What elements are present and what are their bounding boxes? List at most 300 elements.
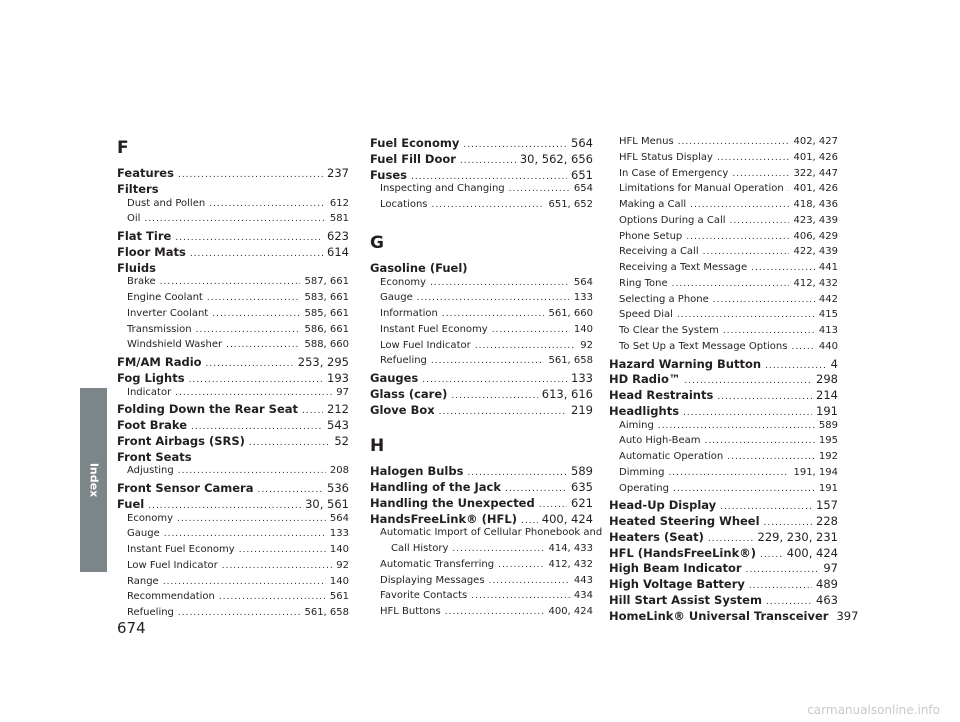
index-entry xyxy=(370,512,593,527)
entry-term: Brake xyxy=(127,276,156,288)
index-entry xyxy=(117,166,349,181)
dot-leader xyxy=(509,184,570,194)
entry-term: Information xyxy=(380,308,438,319)
entry-page-ref[interactable]: 443 xyxy=(573,574,593,586)
entry-page-ref[interactable]: 140 xyxy=(573,323,593,335)
entry-term: Gauge xyxy=(127,528,160,540)
index-subentry xyxy=(619,152,838,167)
entry-page-ref[interactable]: 651, 652 xyxy=(548,199,593,210)
index-subentry xyxy=(380,324,593,339)
dot-leader xyxy=(673,484,815,494)
dot-leader xyxy=(452,544,544,554)
entry-page-ref[interactable]: 621 xyxy=(571,495,593,510)
index-subentry xyxy=(127,276,349,291)
dot-leader xyxy=(411,172,567,182)
entry-page-ref[interactable]: 401, 426 xyxy=(793,183,838,195)
entry-page-ref[interactable]: 561, 658 xyxy=(304,607,349,618)
entry-term: Handling of the Jack xyxy=(370,480,502,494)
dot-leader xyxy=(723,326,815,336)
dot-leader xyxy=(730,216,790,226)
dot-leader xyxy=(189,375,323,385)
index-subentry xyxy=(619,199,838,214)
entry-page-ref[interactable]: 651 xyxy=(571,167,593,182)
index-subentry xyxy=(619,483,838,498)
entry-page-ref[interactable]: 561, 658 xyxy=(548,355,593,367)
dot-leader xyxy=(144,214,325,224)
index-entry xyxy=(117,450,349,465)
entry-term: HD Radio™ xyxy=(609,372,681,387)
entry-term: Low Fuel Indicator xyxy=(127,559,218,571)
entry-page-ref[interactable]: 401, 426 xyxy=(793,151,838,163)
entry-term: Folding Down the Rear Seat xyxy=(117,402,299,417)
index-subentry xyxy=(127,528,349,543)
entry-page-ref[interactable]: 140 xyxy=(329,575,349,587)
index-subentry xyxy=(619,246,838,261)
entry-page-ref[interactable]: 589 xyxy=(571,464,593,479)
index-subentry xyxy=(380,277,593,292)
index-subentry xyxy=(619,168,838,183)
entry-page-ref[interactable]: 412, 432 xyxy=(548,558,593,570)
dot-leader xyxy=(746,565,820,575)
dot-leader xyxy=(160,277,301,287)
index-entry xyxy=(609,546,838,561)
index-entry xyxy=(609,372,838,387)
entry-page-ref[interactable]: 536 xyxy=(327,481,349,495)
dot-leader xyxy=(683,408,812,418)
index-subentry xyxy=(127,324,349,339)
entry-page-ref[interactable]: 412, 432 xyxy=(793,277,838,289)
entry-page-ref[interactable]: 564 xyxy=(329,512,349,524)
index-subentry xyxy=(127,213,349,228)
section-letter: G xyxy=(370,232,384,253)
entry-term: Making a Call xyxy=(619,199,687,210)
entry-term: Recommendation xyxy=(127,591,215,603)
entry-term: Gauges xyxy=(370,371,419,385)
dot-leader xyxy=(460,156,516,166)
entry-term: Favorite Contacts xyxy=(380,590,468,602)
index-subentry xyxy=(619,215,838,230)
entry-term: Phone Setup xyxy=(619,230,683,242)
dot-leader xyxy=(732,169,789,179)
entry-page-ref[interactable]: 208 xyxy=(329,465,349,477)
index-entry xyxy=(117,355,349,370)
entry-page-ref[interactable]: 400, 424 xyxy=(786,545,838,560)
dot-leader xyxy=(658,421,815,431)
dot-leader xyxy=(178,170,323,180)
index-entry xyxy=(370,387,593,402)
entry-term: Head-Up Display xyxy=(609,498,717,513)
index-subentry xyxy=(127,465,349,480)
entry-page-ref[interactable]: 413 xyxy=(818,325,838,336)
dot-leader xyxy=(191,422,323,432)
entry-page-ref[interactable]: 191 xyxy=(816,403,838,418)
entry-term: Automatic Import of Cellular Phonebook and xyxy=(380,527,603,539)
entry-term: HomeLink® Universal Transceiver xyxy=(609,608,829,623)
entry-page-ref[interactable]: 97 xyxy=(336,386,349,398)
entry-page-ref[interactable]: 561, 660 xyxy=(548,308,593,319)
entry-term: Auto High-Beam xyxy=(619,435,701,447)
dot-leader xyxy=(163,577,326,587)
index-entry xyxy=(117,261,349,276)
entry-page-ref[interactable]: 140 xyxy=(329,544,349,555)
entry-page-ref[interactable]: 581 xyxy=(329,213,349,225)
entry-term: Features xyxy=(117,166,174,180)
index-entry xyxy=(117,497,349,512)
entry-page-ref[interactable]: 415 xyxy=(818,309,838,321)
dot-leader xyxy=(451,391,537,401)
entry-page-ref[interactable]: 561 xyxy=(329,591,349,603)
index-subentry xyxy=(619,231,838,246)
entry-page-ref[interactable]: 157 xyxy=(816,498,838,513)
dot-leader xyxy=(713,295,815,305)
index-entry xyxy=(117,402,349,417)
entry-term: Flat Tire xyxy=(117,229,172,243)
entry-term: Front Seats xyxy=(117,449,192,464)
index-subentry xyxy=(380,292,593,307)
entry-page-ref[interactable]: 489 xyxy=(816,577,838,591)
entry-page-ref[interactable]: 219 xyxy=(571,402,593,417)
dot-leader xyxy=(708,534,754,544)
dot-leader xyxy=(302,406,323,416)
index-entry xyxy=(609,404,838,419)
entry-page-ref[interactable]: 253, 295 xyxy=(297,355,349,369)
index-subentry xyxy=(619,262,838,277)
entry-page-ref[interactable]: 30, 562, 656 xyxy=(519,151,593,166)
entry-page-ref[interactable]: 52 xyxy=(334,433,349,448)
entry-page-ref[interactable]: 589 xyxy=(818,419,838,431)
index-entry xyxy=(117,481,349,496)
entry-term: Instant Fuel Economy xyxy=(127,544,235,555)
index-entry xyxy=(370,261,593,276)
index-entry xyxy=(117,182,349,197)
entry-term: Inspecting and Changing xyxy=(380,183,505,195)
dot-leader xyxy=(439,407,567,417)
index-entry xyxy=(609,561,838,576)
dot-leader xyxy=(463,140,567,150)
entry-page-ref[interactable]: 564 xyxy=(571,136,593,150)
index-subentry xyxy=(127,607,349,622)
dot-leader xyxy=(212,309,300,319)
entry-term: Handling the Unexpected xyxy=(370,495,535,510)
index-entry xyxy=(370,496,593,511)
entry-term: Refueling xyxy=(380,355,427,367)
dot-leader xyxy=(148,501,301,511)
entry-page-ref[interactable]: 543 xyxy=(327,418,349,432)
dot-leader xyxy=(668,468,789,478)
dot-leader xyxy=(521,516,538,526)
entry-term: Low Fuel Indicator xyxy=(380,339,471,351)
dot-leader xyxy=(705,436,815,446)
entry-page-ref[interactable]: 440 xyxy=(818,340,838,352)
entry-term: Economy xyxy=(127,512,174,524)
entry-term: Heaters (Seat) xyxy=(609,529,704,544)
dot-leader xyxy=(190,249,323,259)
dot-leader xyxy=(727,452,815,462)
index-subentry xyxy=(380,527,603,542)
index-subentry xyxy=(619,136,838,151)
dot-leader xyxy=(178,466,326,476)
index-subentry xyxy=(127,591,349,606)
dot-leader xyxy=(539,500,567,510)
entry-term: Dust and Pollen xyxy=(127,197,206,209)
dot-leader xyxy=(686,232,789,242)
dot-leader xyxy=(684,376,812,386)
entry-page-ref[interactable]: 214 xyxy=(816,388,838,402)
dot-leader xyxy=(164,529,326,539)
index-subentry xyxy=(127,576,349,591)
dot-leader xyxy=(690,200,789,210)
entry-page-ref[interactable]: 402, 427 xyxy=(793,136,838,147)
entry-page-ref[interactable]: 614 xyxy=(327,244,349,259)
index-entry xyxy=(117,229,349,244)
index-subentry xyxy=(619,183,838,198)
entry-page-ref[interactable]: 585, 661 xyxy=(304,307,349,319)
dot-leader xyxy=(751,263,815,273)
dot-leader xyxy=(249,438,330,448)
entry-term: HandsFreeLink® (HFL) xyxy=(370,511,517,526)
dot-leader xyxy=(791,342,814,352)
entry-term: Gauge xyxy=(380,292,413,304)
index-subentry xyxy=(619,435,838,450)
entry-term: Locations xyxy=(380,199,428,210)
entry-term: HFL Menus xyxy=(619,136,674,147)
dot-leader xyxy=(209,199,326,209)
entry-term: Glove Box xyxy=(370,402,435,417)
entry-page-ref[interactable]: 133 xyxy=(571,371,593,385)
entry-page-ref[interactable]: 587, 661 xyxy=(304,276,349,288)
index-subentry xyxy=(619,451,838,466)
entry-page-ref[interactable]: 397 xyxy=(836,608,859,623)
entry-term: Floor Mats xyxy=(117,244,186,259)
entry-page-ref[interactable]: 133 xyxy=(329,528,349,540)
index-subentry xyxy=(127,513,349,528)
entry-term: FM/AM Radio xyxy=(117,355,202,369)
entry-term: Call History xyxy=(391,543,449,554)
entry-term: Fuel Fill Door xyxy=(370,151,456,166)
dot-leader xyxy=(445,607,545,617)
dot-leader xyxy=(498,560,544,570)
dot-leader xyxy=(788,184,790,194)
entry-term: Gasoline (Fuel) xyxy=(370,260,468,275)
entry-page-ref[interactable]: 588, 660 xyxy=(304,339,349,351)
index-subentry xyxy=(380,340,593,355)
entry-page-ref[interactable]: 423, 439 xyxy=(793,214,838,226)
dot-leader xyxy=(219,592,326,602)
index-subentry xyxy=(127,387,349,402)
entry-page-ref[interactable]: 418, 436 xyxy=(793,199,838,210)
entry-term: Fuel xyxy=(117,496,145,511)
entry-term: Economy xyxy=(380,276,427,288)
entry-term: Transmission xyxy=(127,323,192,335)
index-entry xyxy=(609,608,859,624)
index-entry xyxy=(609,388,838,403)
entry-page-ref[interactable]: 400, 424 xyxy=(541,511,593,526)
entry-page-ref[interactable]: 612 xyxy=(329,197,349,209)
entry-term: Limitations for Manual Operation xyxy=(619,183,784,195)
entry-page-ref[interactable]: 441 xyxy=(818,262,838,273)
dot-leader xyxy=(677,310,815,320)
entry-page-ref[interactable]: 92 xyxy=(580,339,593,351)
index-subentry xyxy=(380,308,593,323)
entry-term: High Voltage Battery xyxy=(609,577,745,591)
index-entry xyxy=(117,371,349,386)
dot-leader xyxy=(717,153,790,163)
index-subentry xyxy=(619,341,838,356)
entry-page-ref[interactable]: 422, 439 xyxy=(793,246,838,258)
watermark: carmanualsonline.info xyxy=(807,703,940,717)
entry-term: Options During a Call xyxy=(619,214,726,226)
entry-term: Automatic Transferring xyxy=(380,558,495,570)
entry-page-ref[interactable]: 442 xyxy=(818,293,838,305)
index-subentry xyxy=(380,355,593,370)
entry-page-ref[interactable]: 322, 447 xyxy=(793,167,838,179)
dot-leader xyxy=(206,359,294,369)
entry-term: Dimming xyxy=(619,466,665,478)
entry-term: HFL (HandsFreeLink®) xyxy=(609,545,756,560)
entry-term: Displaying Messages xyxy=(380,574,485,586)
dot-leader xyxy=(196,325,301,335)
entry-term: Oil xyxy=(127,213,141,225)
dot-leader xyxy=(431,356,545,366)
index-subentry xyxy=(127,292,349,307)
index-entry xyxy=(117,418,349,433)
entry-term: Selecting a Phone xyxy=(619,293,709,305)
entry-term: Speed Dial xyxy=(619,309,673,321)
entry-page-ref[interactable]: 586, 661 xyxy=(304,323,349,335)
entry-page-ref[interactable]: 191 xyxy=(818,482,838,494)
entry-term: HFL Status Display xyxy=(619,151,713,163)
entry-page-ref[interactable]: 298 xyxy=(816,372,838,387)
dot-leader xyxy=(257,485,323,495)
entry-term: High Beam Indicator xyxy=(609,561,742,576)
entry-page-ref[interactable]: 229, 230, 231 xyxy=(757,529,838,544)
entry-term: Aiming xyxy=(619,419,654,431)
dot-leader xyxy=(720,502,812,512)
entry-page-ref[interactable]: 623 xyxy=(327,229,349,243)
dot-leader xyxy=(672,279,790,289)
dot-leader xyxy=(207,293,301,303)
dot-leader xyxy=(475,341,577,351)
entry-term: Fuel Economy xyxy=(370,136,460,150)
index-entry xyxy=(117,245,349,260)
index-entry xyxy=(370,136,593,151)
entry-term: Refueling xyxy=(127,607,174,618)
index-subentry xyxy=(127,560,349,575)
dot-leader xyxy=(467,468,567,478)
entry-term: Hazard Warning Button xyxy=(609,356,762,371)
entry-term: Front Airbags (SRS) xyxy=(117,433,245,448)
index-entry xyxy=(370,464,593,479)
entry-term: Receiving a Text Message xyxy=(619,262,748,273)
entry-page-ref[interactable]: 613, 616 xyxy=(541,386,593,401)
entry-page-ref[interactable]: 406, 429 xyxy=(793,230,838,242)
index-entry xyxy=(609,498,838,513)
index-side-tab xyxy=(80,388,107,572)
entry-page-ref[interactable]: 635 xyxy=(571,480,593,494)
index-entry xyxy=(609,593,838,608)
entry-page-ref[interactable]: 191, 194 xyxy=(793,466,838,478)
entry-term: Inverter Coolant xyxy=(127,307,209,319)
entry-page-ref[interactable]: 4 xyxy=(830,356,838,371)
entry-term: In Case of Emergency xyxy=(619,167,729,179)
index-subentry xyxy=(619,420,838,435)
entry-term: HFL Buttons xyxy=(380,606,441,617)
entry-term: Automatic Operation xyxy=(619,451,724,462)
dot-leader xyxy=(417,293,570,303)
entry-page-ref[interactable]: 400, 424 xyxy=(548,606,593,617)
entry-page-ref[interactable]: 212 xyxy=(327,402,349,417)
dot-leader xyxy=(492,325,570,335)
index-subentry xyxy=(380,183,593,198)
entry-term: Instant Fuel Economy xyxy=(380,323,488,335)
entry-term: Halogen Bulbs xyxy=(370,464,464,479)
dot-leader xyxy=(749,581,812,591)
dot-leader xyxy=(239,545,326,555)
entry-term: Range xyxy=(127,575,159,587)
index-subentry xyxy=(127,544,349,559)
entry-term: Heated Steering Wheel xyxy=(609,514,760,528)
index-subentry xyxy=(619,309,838,324)
entry-page-ref[interactable]: 97 xyxy=(823,561,838,576)
entry-page-ref[interactable]: 30, 561 xyxy=(305,496,349,511)
dot-leader xyxy=(717,392,812,402)
side-tab-label: Index xyxy=(87,462,100,498)
index-entry xyxy=(370,168,593,183)
entry-page-ref[interactable]: 654 xyxy=(573,183,593,195)
entry-page-ref[interactable]: 228 xyxy=(816,514,838,528)
entry-page-ref[interactable]: 564 xyxy=(573,276,593,288)
entry-term: Headlights xyxy=(609,403,680,418)
entry-term: Engine Coolant xyxy=(127,292,203,303)
entry-page-ref[interactable]: 583, 661 xyxy=(304,292,349,303)
index-entry xyxy=(117,434,349,449)
entry-page-ref[interactable]: 434 xyxy=(573,590,593,602)
index-subentry xyxy=(380,590,593,605)
entry-page-ref[interactable]: 133 xyxy=(573,292,593,304)
entry-term: Foot Brake xyxy=(117,418,188,432)
dot-leader xyxy=(422,375,567,385)
dot-leader xyxy=(765,361,827,371)
index-entry xyxy=(370,371,593,386)
dot-leader xyxy=(222,561,333,571)
index-subentry xyxy=(619,467,838,482)
entry-term: Adjusting xyxy=(127,465,174,477)
entry-term: Head Restraints xyxy=(609,388,714,402)
entry-term: Glass (care) xyxy=(370,386,448,401)
index-subentry xyxy=(619,294,838,309)
entry-page-ref[interactable]: 192 xyxy=(818,451,838,462)
index-subentry xyxy=(380,199,593,214)
index-subentry xyxy=(127,198,349,213)
entry-page-ref[interactable]: 193 xyxy=(327,370,349,385)
dot-leader xyxy=(764,518,813,528)
index-entry xyxy=(609,357,838,372)
entry-page-ref[interactable]: 463 xyxy=(816,592,838,607)
entry-page-ref[interactable]: 92 xyxy=(336,559,349,571)
dot-leader xyxy=(430,278,570,288)
dot-leader xyxy=(678,137,790,147)
entry-page-ref[interactable]: 414, 433 xyxy=(548,543,593,554)
entry-term: Indicator xyxy=(127,386,172,398)
dot-leader xyxy=(760,550,783,560)
dot-leader xyxy=(175,233,323,243)
index-entry xyxy=(609,577,838,592)
dot-leader xyxy=(766,597,812,607)
entry-page-ref[interactable]: 195 xyxy=(818,435,838,447)
entry-page-ref[interactable]: 237 xyxy=(327,166,349,180)
dot-leader xyxy=(226,340,300,350)
entry-term: Filters xyxy=(117,181,159,196)
